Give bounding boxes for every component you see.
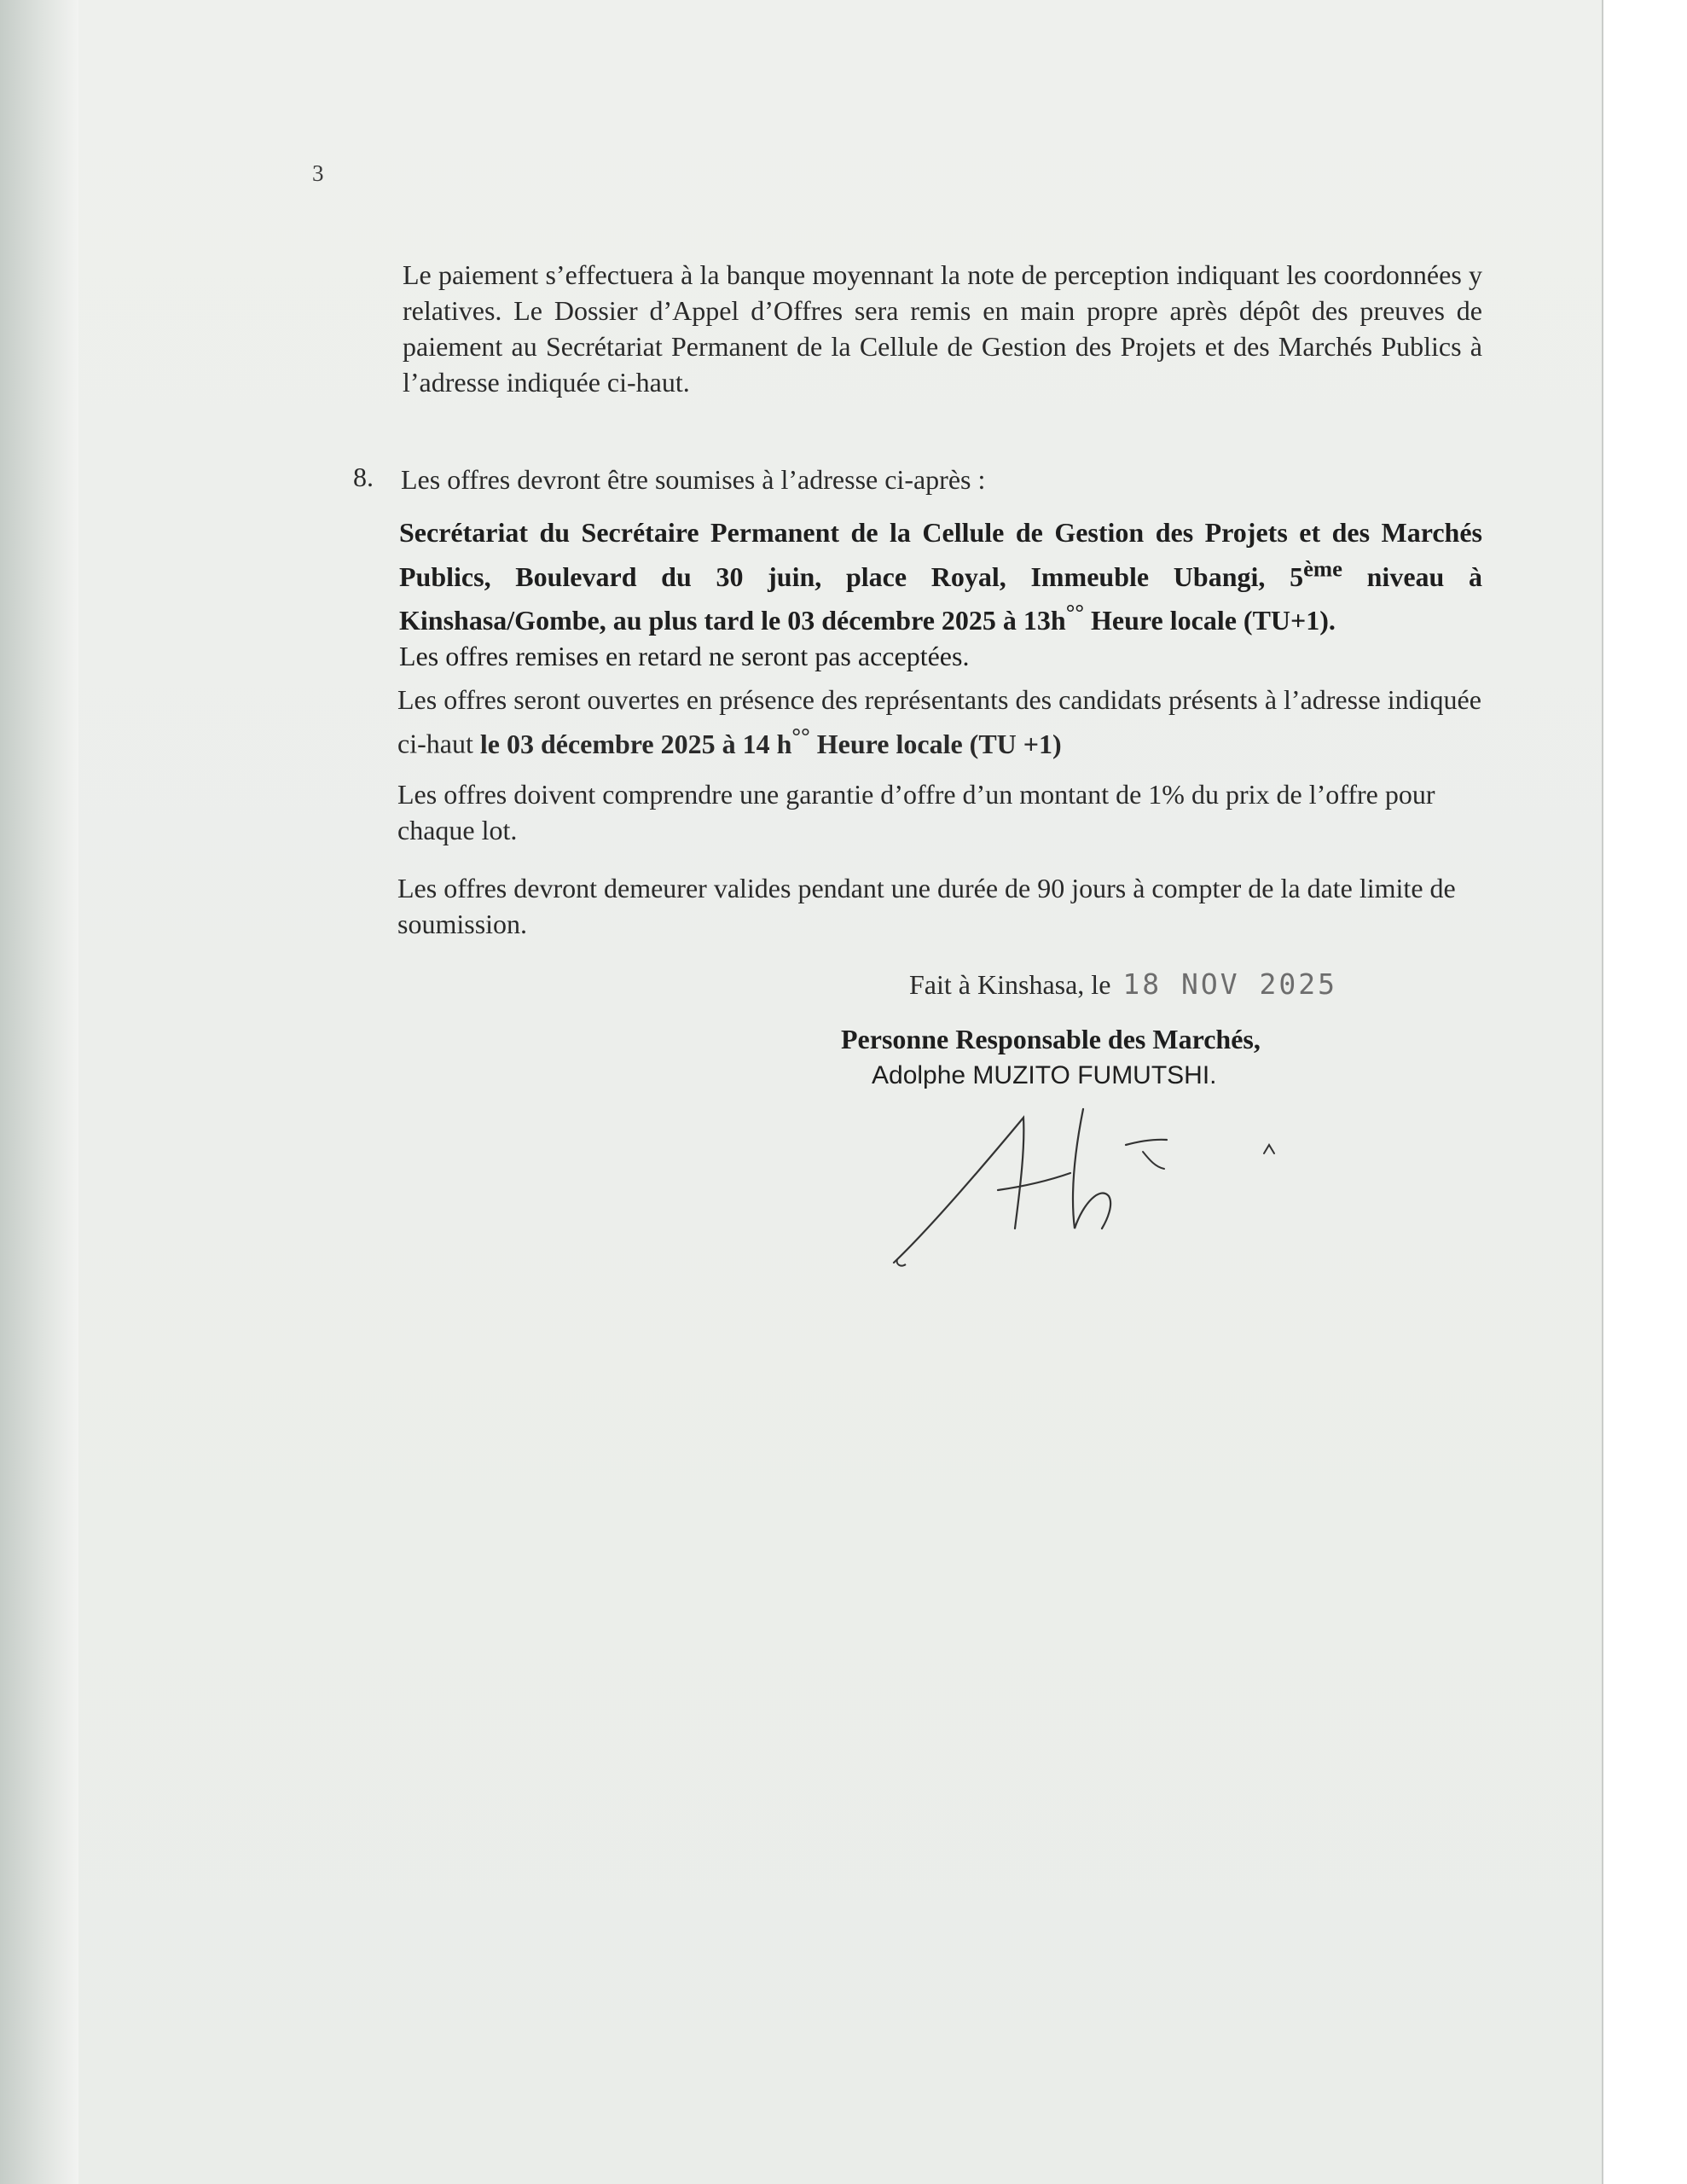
validity-paragraph: Les offres devront demeurer valides pendant une durée de 90 jours à compter de la date limite de soumission. [397,873,1456,939]
signer-role: Personne Responsable des Marchés, [841,1024,1261,1054]
background-right-edge [1602,0,1687,2184]
place-date-line [909,967,1337,1001]
handwritten-signature [878,1101,1288,1271]
address-superscript: ème [1303,555,1342,581]
page-number: 3 [312,160,324,186]
guarantee-paragraph: Les offres doivent comprendre une garantie d’offre d’un montant de 1% du prix de l’offre pour chaque lot. [397,779,1435,845]
date-stamp: 18 NOV 2025 [1122,967,1337,1001]
item-number: 8. [353,462,374,492]
address-time-superscript: °° [1065,599,1085,625]
opening-date: le 03 décembre 2025 à 14 h°° Heure locale (TU +1) [479,723,1062,759]
late-notice: Les offres remises en retard ne seront pas acceptées. [399,641,970,672]
submission-address-block [399,514,1482,674]
background-left-edge [0,0,78,2184]
submission-intro: Les offres devront être soumises à l’adresse ci-après : [401,464,986,495]
opening-paragraph: Les offres seront ouvertes en présence des représentants des candidats présents à l’adresse indiquée ci-haut le 03 décembre 2025 à 14 h°° Heure locale (TU +1) [397,684,1481,759]
place-date-label: Fait à Kinshasa, le [909,969,1111,1000]
address-text: Secrétariat du Secrétaire Permanent de la Cellule de Gestion des Projets et des Marchés Publics, Boulevard du 30 juin, place Royal, Immeuble Ubangi, 5ème niveau à Kinshasa/Gombe, au plus tard le 03 décembre 2025 à 13h°° Heure locale (TU+1). [399,517,1483,636]
payment-paragraph: Le paiement s’effectuera à la banque moyennant la note de perception indiquant les coordonnées y relatives. Le Dossier d’Appel d’Offres sera remis en main propre après dépôt des preuves de paiement au Secrétariat Permanent de la Cellule de Gestion des Projets et des Marchés Publics à l’adresse indiquée ci-haut. [403,259,1482,398]
signer-name: Adolphe MUZITO FUMUTSHI. [872,1061,1217,1089]
